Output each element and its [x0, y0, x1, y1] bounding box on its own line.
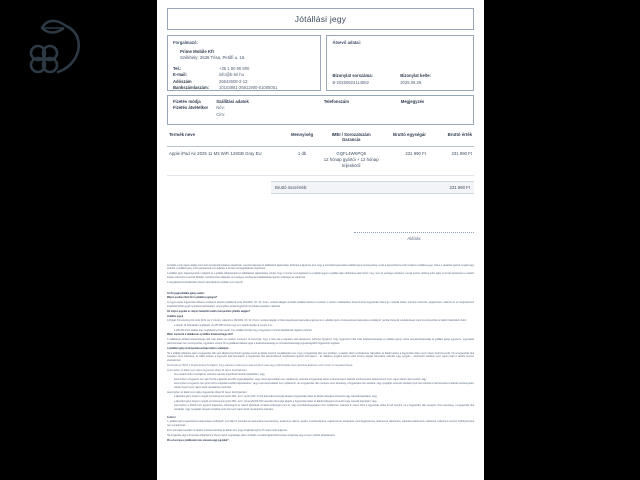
list-item: • a vételár 10 százalékát meghaladó, de 250 000 forintot meg nem haladó eladási ár esetén 2 év; [174, 325, 474, 329]
dealer-taxnumber-value: 26642608-2-13 [219, 78, 248, 84]
grand-total-box [271, 181, 474, 194]
signature-area [167, 232, 474, 241]
page-title: Jótállási jegy [294, 14, 347, 24]
fineprint-important-3: Ha a kijavítás vagy a kicserélés időtartama a tizenöt napot meghaladja, akkor az Eladó a további tájékoztatni köteles a kijavítás vagy a csere várható időtartamáról. [167, 434, 336, 437]
dealer-email-label: E-mail: [173, 72, 187, 78]
document-date-label: Bizonylat kelte: [400, 73, 431, 78]
payment-shipping-strip [167, 95, 474, 125]
shipping-col [216, 99, 324, 121]
fineprint-followup-2: Amennyiben az Eladó nem tudja a fogyasztás cikket 30 napon belül kijavítani: [167, 369, 248, 372]
document-number-label: Bizonylat sorszáma: [332, 73, 373, 78]
apple-leaf-logo [22, 12, 94, 78]
document-date-block [400, 73, 468, 85]
products-table-head [167, 129, 474, 147]
cell-quantity: 1 db [284, 147, 321, 176]
list-item: • amennyiben a fogyasztó nem járul hozzá a kijavítás későbbi teljesítéséhez, vagy ezzel kapcsolatban nem nyilatkozott, de a fogyasztási cikk cseréjére sincs lehetőség, a fogyasztási cikk vételárát, vagy nyugtáján szereplő vételárát nyolc kell számára a harmincnapos határidő eredménytelen elteltét követő nyolc napon belül visszatéríteni számára. [174, 383, 474, 391]
fineprint-heading-rights: Az Ön jogai jótállási igény esetén: [167, 292, 205, 295]
document-meta [332, 73, 468, 85]
fineprint-heading-procedure: A jótállási igény érvényesítéssel kapcsolatos szabályok [167, 347, 229, 350]
cell-product-name: Apple iPad Air 2025 11 M3 WiFi 128GB Gray EU [167, 147, 284, 176]
document-date-value: 2025.09.29. [400, 80, 423, 85]
dealer-tel-label: Tel.: [173, 66, 182, 72]
fineprint-section [157, 265, 484, 451]
fineprint-important-1: A „jótállási igény bejelentésével kapcsolatos szabályok" pont alatt írt mértékek az elektronikus berendezésre, elektromos rollerre, quadra, motorkerékpárra, segédmotoros kerékpárra, személygépkocsira, lakókocsira, lakóbuszra, utánfutóra lakóbuszra, utánfutóra, valamint a motoros nélkül járművek nem vonatkoznak. [167, 421, 474, 428]
fineprint-para-procedure: Ha a jótállási időtartam alatt a fogyasztási cikk első alkalommal történő javítása során az Eladó részéről megállapítást nyer, hogy a fogyasztási cikk nem javítható, a vásárló eltérő rendelkezése hiányában az Eladó köteles a fogyasztási cikket nyolc napon belül kicserélni. Ha a fogyasztási cikk cseréjére nincs lehetőség, az Eladó köteles a fogyasztó által bemutatott, a fogyasztási cikk ellenértékének megfizetését igazoló bizonylaton – az általános forgalmi adóról szóló törvény alapján kibocsátott számlán vagy nyugtán – feltüntetett vételárat nyolc napon belül a vásárló részére visszatéríteni. [167, 352, 474, 363]
spacer [167, 287, 474, 290]
cell-serial: GQFL4WKPQ6 [336, 151, 366, 156]
receiver-panel [326, 35, 474, 91]
notes-label: Megjegyzés [400, 99, 425, 104]
fineprint-intro-3: A megvásárolt készülékekhez tartozó tartozékokra a jótállás nem terjed ki. [167, 281, 244, 284]
cell-total-price: 231 990 Ft [428, 147, 474, 176]
dealer-section-label: Forgalmazó: [173, 40, 198, 45]
dealer-address: Székhely: 2636 Tésa, Petőfi u. 16. [180, 55, 246, 61]
col-product-name: Termék neve [167, 129, 284, 147]
signature-column [354, 232, 474, 241]
dealer-taxnumber-label: Adószám [173, 78, 192, 84]
fineprint-heading-relation: Mi a viszonya a jótállásnak más szavatossági jogokkal? [167, 439, 229, 442]
cell-unit-price: 231 990 Ft [382, 147, 428, 176]
col-serial-warranty: IMEI / Sorozatszám Garancia [320, 129, 381, 147]
notes-col [401, 99, 468, 121]
fineprint-secondary-list [167, 396, 474, 412]
grand-total-value: 231 990 Ft [449, 184, 470, 190]
fineprint-procedure-list [167, 374, 474, 390]
shipping-name-label: Név: [216, 105, 225, 111]
fineprint-claims-list [167, 325, 474, 333]
fineprint-intro-1: Az Eladó a mai napon átadja a fent leírt terméket/termékeket vásárlónak, melynek kapcsán az alábbiakról tájékoztatja. Felhívjuk a figyelmet arra, hogy a termékkel kapcsolatos jótállási igény érvényesítése során a jogosultnak be kell mutatnia a jótállási jegyet, illetve a vásárlást igazoló nyugtát vagy számlát. A jótállási igény érvényesítésének nem feltétele a termék csomagolásának megőrzése. [167, 264, 474, 271]
fineprint-procedure-closing: Amennyiben az Eladó nem tudja a fogyasztás cikket 30 napon belül kijavítani: [167, 391, 248, 394]
grand-total-row [167, 181, 474, 194]
payment-method-col [173, 99, 216, 121]
col-unit-price: Bruttó egységár [382, 129, 428, 147]
fineprint-para-when: Az egyes tartós fogyasztási cikkekre vonatkozó kötelező jótállásról szóló 151/2003. (IX. 22.) Korm. rendelet alapján az Eladó jótállásra köteles a rendelet 1. számú mellékletében felsorolt tartós fogyasztási cikkek (pl. műszaki cikkek, prémium eszközök, gépjárművek, valamint az ott meghatározott értékhatár fölötti egyéb termékek) tekintetében, amennyiben azokat fogyasztói szerződés keretében vásárolta. [167, 302, 474, 309]
list-item: • ha a vásárló ehhez hozzájárult, számára a javítás teljesíthető későbbi határidőben; vagy [174, 374, 474, 378]
document-page [157, 0, 484, 480]
logo-svg [22, 12, 94, 78]
list-item: • amennyiben a főkörili nem jogokról bejelentés, lehetőségről és másod kijavítását az Eladó költségeire nem él, vagy szerződésszegésében nem nyilatkozott, számára 8. napon belül a fogyasztás cikket ki kell cserélni; ha a fogyasztási cikk cseréjére nincs lehetőség, a fogyasztási cikk vételárján, vagy nyugtáján szereplő vételárát nyolc kell nyolc napon belül visszatéríteni számára. [174, 405, 474, 413]
document-title-box [167, 8, 474, 30]
products-table [167, 129, 474, 176]
dealer-tel-value: +36 1 80 90 800 [219, 66, 250, 72]
fineprint-para-claims: A Polgári Törvénykönyvről szóló 2013. évi V. törvény, valamint a 151/2003. (IX. 22.) Korm. rendelet alapján a hibás teljesítéssel kapcsolatos igényeit és a „jótállási igény érvényesítéssel kapcsolatos szabályok" pontban felsorolt rendelkezések szerint érvényesítheti az alábbi határidőkön belül: [167, 320, 467, 323]
fineprint-heading-exemption: Mikor mentesül a vállalkozás a jótállási kötelezettsége alól? [167, 334, 233, 337]
phone-col [324, 99, 401, 121]
receiver-section-label: Átvevő adatai: [332, 40, 362, 45]
phone-label: Telefonszám [323, 99, 349, 104]
cell-serial-warranty [320, 147, 381, 176]
list-item: • a kijavítási igény helyett a mögöti termékcsoportot jelző 2011. évi II. törvényi/16. hó b/a bekezdés bizonyítja akaplat a fogyasztási cikket az Eladó költségére kicserélni vagy második kijavíttatni; vagy [174, 396, 474, 400]
dealer-company-name: Prime Mobile Kft [180, 49, 214, 55]
grand-total-label: Bruttó összérték: [275, 184, 308, 190]
parties-panels [167, 35, 474, 91]
dealer-email-value: info@b-tel.hu [219, 72, 244, 78]
fineprint-important-2: Ezen termékek esetében is köteles részeket azonban az Eladó arra, hogy a kijavítási igényt 15 napon belül teljesítse. [167, 430, 288, 433]
payment-taken-label: Fizetés átvételkor [173, 105, 209, 111]
document-number-block [332, 73, 400, 85]
dealer-bankaccount-value: 10103881-26811900-01005001 [219, 84, 278, 90]
list-item: • a kijavítási igény helyett a mögöti termékcsoportot jelző 2011. évi II. törvény/6/100-5/2) bekezdés bizonyítja akaplat a fogyasztási cikket az Eladó költségére kicserélni vagy második kijavíttatni; vagy [174, 401, 474, 405]
signature-line [354, 232, 474, 234]
products-table-body [167, 147, 474, 176]
payment-method-label: Fizetés módja [173, 99, 201, 104]
fineprint-heading-claims: Ön milyen jogokat és milyen határidőn belül érvényesíthet jótállás alapján? [167, 310, 251, 313]
table-row [167, 147, 474, 176]
document-number-value: B-20250924114582 [332, 80, 369, 85]
dealer-panel [167, 35, 321, 91]
dealer-bankaccount-label: Bankszámlaszám: [173, 84, 210, 90]
fineprint-subheading-claims: Jótállási jogok [167, 315, 184, 318]
signature-label: Aláírás [407, 235, 421, 241]
list-item: • amennyiben a fogyasztó nem járul hozzá a kijavítás későbbi végrehajtásához, vagy ezzel kapcsolatban nem nyilatkozott, számára a fogyasztási cikket a harmincnapos határidő eredménytelen elteltét követő nyolc napon belül ki kell cserélni; vagy [174, 379, 474, 383]
cell-warranty: 12 hónap gyártói + 12 hónap teljeskörű [323, 157, 379, 169]
list-item: • a 250 000 forint eladási árat meghaladó termék esetén 3 év jótállási idő illeti meg a fogyasztót a termék átadásának napjától számítva. [174, 330, 474, 334]
table-header-row [167, 129, 474, 147]
fineprint-heading-important: Fontos! [167, 416, 176, 419]
dealer-contact-row [173, 85, 315, 91]
fineprint-followup-1: Köszönjük az MGDT-s Rugalmas/deal hozzájárul, hogy számára a cikkcsoport véleményükre olvas vagy a főkörili Eladó lévén igazodnia álkalmas módú módon is megválaszthassa. [167, 364, 353, 367]
fineprint-intro-2: A jótállási igény bejelentésének módjairól és a jótállás időtartamáról az alábbiakban tájékoztatjuk. Kérjük, hogy a termék csomagolását és a jótállási jegyet a jótállás teljes időtartama alatt őrizze meg, mert az esetleges javítások, cserék esetén szükség lehet rájuk. A termék átvételekor a vásárló köteles ellenőrizni a termék hibátlan, sérülésmentes állapotát, az esetleges sérüléseket haladéktalanul jelezni szükséges az eladó felé. [167, 273, 474, 280]
col-quantity: Mennyiség [284, 129, 321, 147]
dealer-contact-list [173, 66, 315, 91]
shipping-address-label: Cím: [216, 111, 226, 117]
fineprint-subheading-when: Milyen esetben illeti Önt a jótállási jog/jogok? [167, 297, 218, 300]
shipping-section-label: Szállítási adatok [216, 99, 249, 104]
fineprint-para-exemption: A vállalkozás jótállási kötelezettsége alól csak abban az esetben mentesül, ha bizonyítja, hogy a hiba oka a teljesítés után keletkezett. Felhívjuk figyelmét, hogy ugyanazon hiba miatt kellékszavatossági és jótállási igényt, illetve termékszavatossági és jótállási igényt egyszerre, egymással párhuzamosan nem érvényesíthet, egyébként viszont Önt a jótállásból fakadó jogok a kellékszavatossági és termékszavatossági jogosultságoktól függetlenül megilletik. [167, 339, 474, 345]
col-total-price: Bruttó érték [428, 129, 474, 147]
